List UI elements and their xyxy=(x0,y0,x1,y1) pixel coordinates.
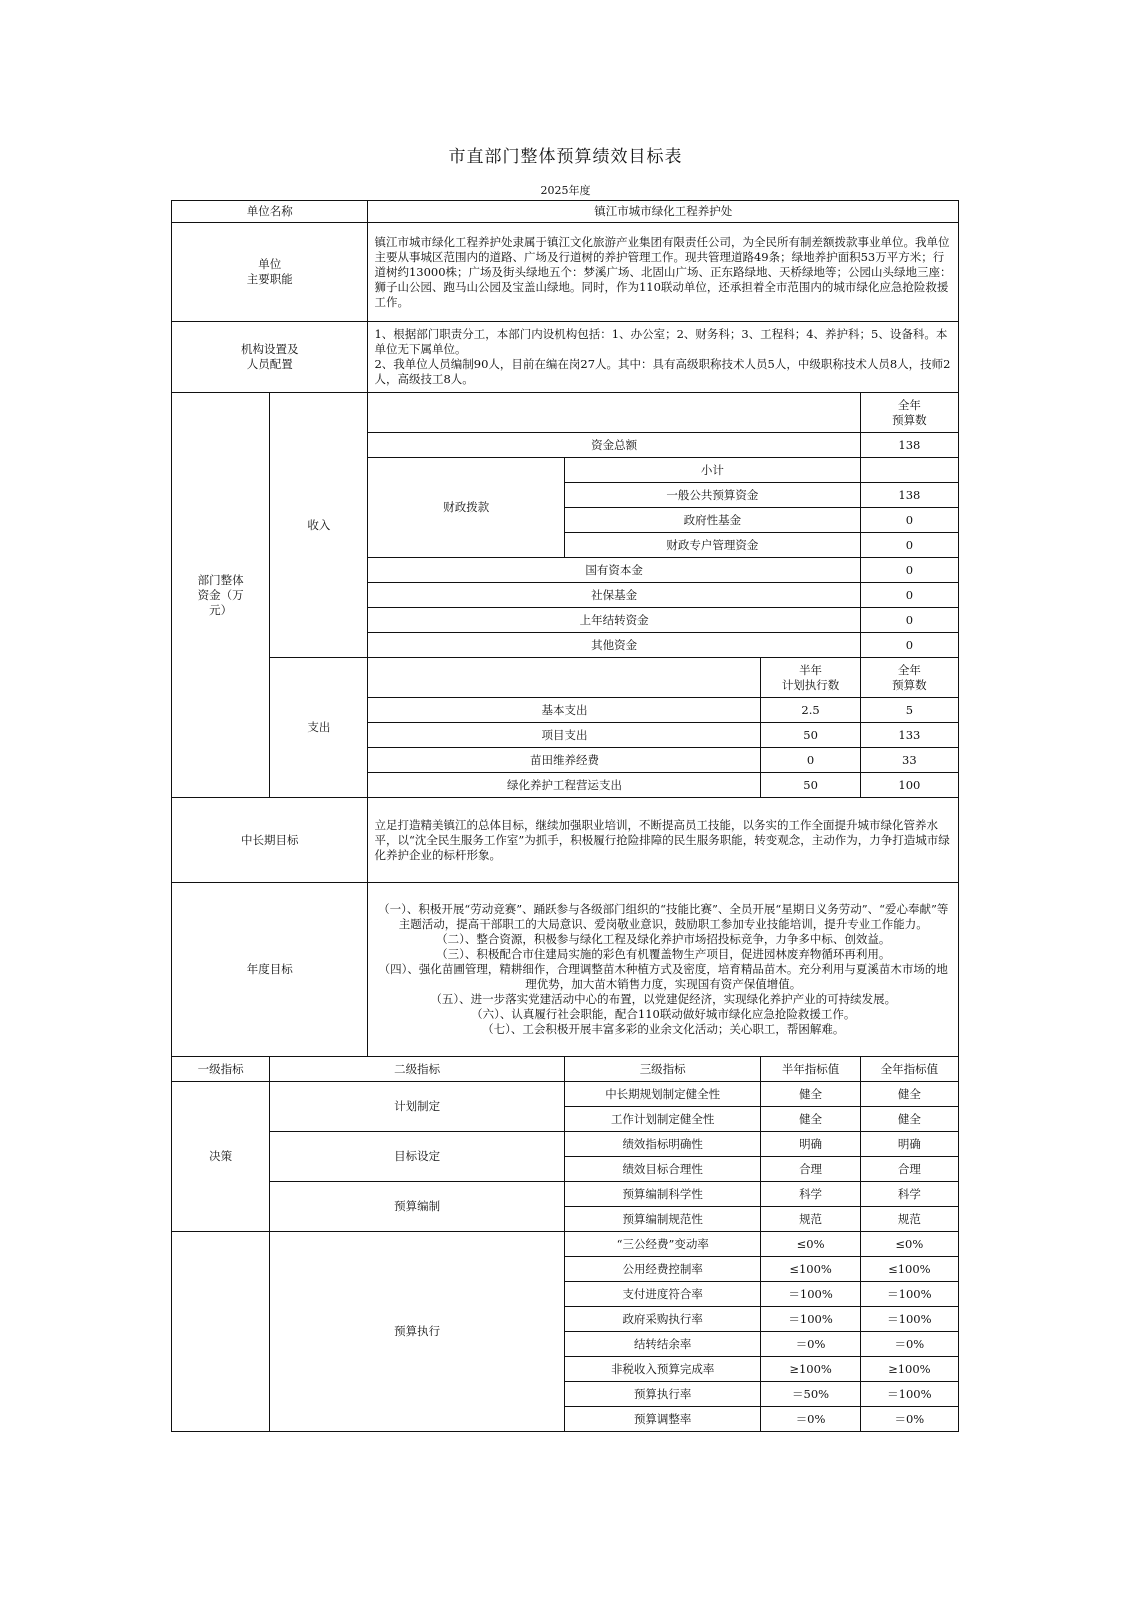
annual-goal-item: （七）、工会积极开展丰富多彩的业余文化活动；关心职工，帮困解难。 xyxy=(482,1022,845,1036)
expense-full: 33 xyxy=(860,748,958,773)
level2-indicator: 目标设定 xyxy=(270,1132,565,1182)
expense-half: 2.5 xyxy=(761,698,860,723)
half-value: ≥100% xyxy=(761,1357,860,1382)
full-value: ＝100% xyxy=(860,1282,958,1307)
expense-full: 5 xyxy=(860,698,958,723)
mid-term-row xyxy=(172,798,959,883)
org-label-line-2: 人员配置 xyxy=(246,357,293,371)
level3-indicator: 绩效指标明确性 xyxy=(564,1132,760,1157)
unit-name-value: 镇江市城市绿化工程养护处 xyxy=(368,201,959,223)
full-value: ＝0% xyxy=(860,1407,958,1432)
social-fund-value: 0 xyxy=(860,583,958,608)
carryover-value: 0 xyxy=(860,608,958,633)
level3-indicator: 预算编制规范性 xyxy=(564,1207,760,1232)
full-value: ＝100% xyxy=(860,1382,958,1407)
half-header-line-2: 计划执行数 xyxy=(781,677,840,692)
fiscal-label: 财政拨款 xyxy=(368,458,564,558)
indicator-header-row xyxy=(172,1057,959,1082)
full-header-line-1: 全年 xyxy=(897,662,921,677)
level2-indicator: 计划制定 xyxy=(270,1082,565,1132)
expense-name: 苗田维养经费 xyxy=(368,748,761,773)
full-value: 科学 xyxy=(860,1182,958,1207)
level3-indicator: 工作计划制定健全性 xyxy=(564,1107,760,1132)
half-value: ≤100% xyxy=(761,1257,860,1282)
special-fund-label: 财政专户管理资金 xyxy=(564,533,860,558)
expense-header-half xyxy=(761,658,860,698)
total-label: 资金总额 xyxy=(368,433,860,458)
full-value: 合理 xyxy=(860,1157,958,1182)
duty-label-line-2: 主要职能 xyxy=(246,272,293,286)
org-row xyxy=(172,322,959,393)
half-value: 规范 xyxy=(761,1207,860,1232)
expense-name: 基本支出 xyxy=(368,698,761,723)
half-value: ＝100% xyxy=(761,1307,860,1332)
level3-indicator: 绩效目标合理性 xyxy=(564,1157,760,1182)
expense-full: 100 xyxy=(860,773,958,798)
total-value: 138 xyxy=(860,433,958,458)
half-value: 健全 xyxy=(761,1082,860,1107)
special-fund-value: 0 xyxy=(860,533,958,558)
fiscal-year: 2025年度 xyxy=(540,184,591,197)
full-value: 健全 xyxy=(860,1082,958,1107)
other-fund-label: 其他资金 xyxy=(368,633,860,658)
duty-label xyxy=(172,223,368,322)
full-header-line-2: 预算数 xyxy=(892,677,927,692)
carryover-label: 上年结转资金 xyxy=(368,608,860,633)
level3-indicator: 结转结余率 xyxy=(564,1332,760,1357)
full-value: ≤0% xyxy=(860,1232,958,1257)
income-label: 收入 xyxy=(270,393,368,658)
level3-indicator: “三公经费”变动率 xyxy=(564,1232,760,1257)
org-text-1: 1、根据部门职责分工，本部门内设机构包括：1、办公室；2、财务科；3、工程科；4、养护科；5、设备科。本单位无下属单位。 xyxy=(374,327,948,356)
half-value: 健全 xyxy=(761,1107,860,1132)
level2-indicator: 预算编制 xyxy=(270,1182,565,1232)
level3-indicator: 预算调整率 xyxy=(564,1407,760,1432)
full-value: ≥100% xyxy=(860,1357,958,1382)
annual-goal-item: （四）、强化苗圃管理，精耕细作，合理调整苗木种植方式及密度，培育精品苗木。充分利用与夏溪苗木市场的地理优势，加大苗木销售力度，实现国有资产保值增值。 xyxy=(378,962,948,991)
mid-term-text: 立足打造精美镇江的总体目标，继续加强职业培训，不断提高员工技能，以务实的工作全面提升城市绿化管养水平，以“沈全民生服务工作室”为抓手，积极履行抢险排障的民生服务职能，转变观念，主动作为，力争打造城市绿化养护企业的标杆形象。 xyxy=(368,798,959,883)
expense-header-full xyxy=(860,658,958,698)
table-row xyxy=(172,1182,959,1207)
expense-full: 133 xyxy=(860,723,958,748)
expense-half: 0 xyxy=(761,748,860,773)
level3-indicator: 支付进度符合率 xyxy=(564,1282,760,1307)
income-header-annual xyxy=(860,393,958,433)
full-value: 健全 xyxy=(860,1107,958,1132)
income-header-blank xyxy=(368,393,860,433)
table-row xyxy=(172,1232,959,1257)
level3-indicator: 预算编制科学性 xyxy=(564,1182,760,1207)
level3-indicator: 非税收入预算完成率 xyxy=(564,1357,760,1382)
expense-label: 支出 xyxy=(270,658,368,798)
half-value: ≤0% xyxy=(761,1232,860,1257)
expense-name: 项目支出 xyxy=(368,723,761,748)
unit-name-row xyxy=(172,201,959,223)
funds-label-line-2: 资金（万 xyxy=(197,587,244,602)
half-value: ＝0% xyxy=(761,1407,860,1432)
income-header-line-2: 预算数 xyxy=(892,412,927,427)
expense-name: 绿化养护工程营运支出 xyxy=(368,773,761,798)
level1-indicator-blank xyxy=(172,1232,270,1432)
table-row xyxy=(172,1132,959,1157)
state-capital-value: 0 xyxy=(860,558,958,583)
subtotal-label: 小计 xyxy=(564,458,860,483)
full-value: ＝100% xyxy=(860,1307,958,1332)
half-value: ＝100% xyxy=(761,1282,860,1307)
org-label-line-1: 机构设置及 xyxy=(240,342,299,356)
full-value: 规范 xyxy=(860,1207,958,1232)
org-label xyxy=(172,322,368,393)
level3-indicator: 公用经费控制率 xyxy=(564,1257,760,1282)
half-value: ＝0% xyxy=(761,1332,860,1357)
level2-indicator: 预算执行 xyxy=(270,1232,565,1432)
header-full: 全年指标值 xyxy=(860,1057,958,1082)
decision-label: 决策 xyxy=(172,1082,270,1232)
expense-header-blank xyxy=(368,658,761,698)
annual-goal-item: （一）、积极开展“劳动竞赛”、踊跃参与各级部门组织的“技能比赛”、全员开展“星期日义务劳动”、“爱心奉献”等主题活动，提高干部职工的大局意识、爱岗敬业意识，鼓励职工参加专业技能培训，提升专业工作能力。 xyxy=(378,902,949,931)
header-level3: 三级指标 xyxy=(564,1057,760,1082)
org-text xyxy=(368,322,959,393)
budget-performance-table xyxy=(171,200,959,1432)
subtotal-value xyxy=(860,458,958,483)
annual-goal-label: 年度目标 xyxy=(172,883,368,1057)
funds-label xyxy=(172,393,270,798)
expense-half: 50 xyxy=(761,773,860,798)
header-level1: 一级指标 xyxy=(172,1057,270,1082)
duty-text: 镇江市城市绿化工程养护处隶属于镇江文化旅游产业集团有限责任公司，为全民所有制差额拨款事业单位。我单位主要从事城区范围内的道路、广场及行道树的养护管理工作。现共管理道路49条；绿地养护面积53万平方米；行道树约13000株；广场及街头绿地五个：梦溪广场、北固山广场、正东路绿地、天桥绿地等；公园山头绿地三座：狮子山公园、跑马山公园及宝盖山绿地。同时，作为110联动单位，还承担着全市范围内的城市绿化应急抢险救援工作。 xyxy=(368,223,959,322)
annual-goal-item: （六）、认真履行社会职能，配合110联动做好城市绿化应急抢险救援工作。 xyxy=(471,1007,856,1021)
half-value: ＝50% xyxy=(761,1382,860,1407)
table-row xyxy=(172,1082,959,1107)
general-budget-value: 138 xyxy=(860,483,958,508)
full-value: ＝0% xyxy=(860,1332,958,1357)
funds-label-line-3: 元） xyxy=(209,602,233,617)
annual-goal-item: （五）、进一步落实党建活动中心的布置，以党建促经济，实现绿化养护产业的可持续发展。 xyxy=(430,992,897,1006)
other-fund-value: 0 xyxy=(860,633,958,658)
social-fund-label: 社保基金 xyxy=(368,583,860,608)
income-header-row xyxy=(172,393,959,433)
gov-fund-value: 0 xyxy=(860,508,958,533)
page-title: 市直部门整体预算绩效目标表 xyxy=(448,147,683,167)
header-level2: 二级指标 xyxy=(270,1057,565,1082)
duty-row xyxy=(172,223,959,322)
header-half: 半年指标值 xyxy=(761,1057,860,1082)
mid-term-label: 中长期目标 xyxy=(172,798,368,883)
half-header-line-1: 半年 xyxy=(799,662,823,677)
annual-goal-text xyxy=(368,883,959,1057)
annual-goal-row xyxy=(172,883,959,1057)
level3-indicator: 中长期规划制定健全性 xyxy=(564,1082,760,1107)
full-value: 明确 xyxy=(860,1132,958,1157)
gov-fund-label: 政府性基金 xyxy=(564,508,860,533)
funds-label-line-1: 部门整体 xyxy=(197,572,244,587)
annual-goal-item: （二）、整合资源，积极参与绿化工程及绿化养护市场招投标竞争，力争多中标、创效益。 xyxy=(436,932,891,946)
income-header-line-1: 全年 xyxy=(897,397,921,412)
state-capital-label: 国有资本金 xyxy=(368,558,860,583)
general-budget-label: 一般公共预算资金 xyxy=(564,483,860,508)
duty-label-line-1: 单位 xyxy=(258,257,282,271)
half-value: 科学 xyxy=(761,1182,860,1207)
half-value: 合理 xyxy=(761,1157,860,1182)
expense-half: 50 xyxy=(761,723,860,748)
full-value: ≤100% xyxy=(860,1257,958,1282)
annual-goal-item: （三）、积极配合市住建局实施的彩色有机覆盖物生产项目，促进园林废弃物循环再利用。 xyxy=(436,947,891,961)
level3-indicator: 预算执行率 xyxy=(564,1382,760,1407)
level3-indicator: 政府采购执行率 xyxy=(564,1307,760,1332)
org-text-2: 2、我单位人员编制90人，目前在编在岗27人。其中：具有高级职称技术人员5人，中级职称技术人员8人，技师2人，高级技工8人。 xyxy=(374,357,951,386)
unit-name-label: 单位名称 xyxy=(172,201,368,223)
expense-header-row xyxy=(172,658,959,698)
half-value: 明确 xyxy=(761,1132,860,1157)
